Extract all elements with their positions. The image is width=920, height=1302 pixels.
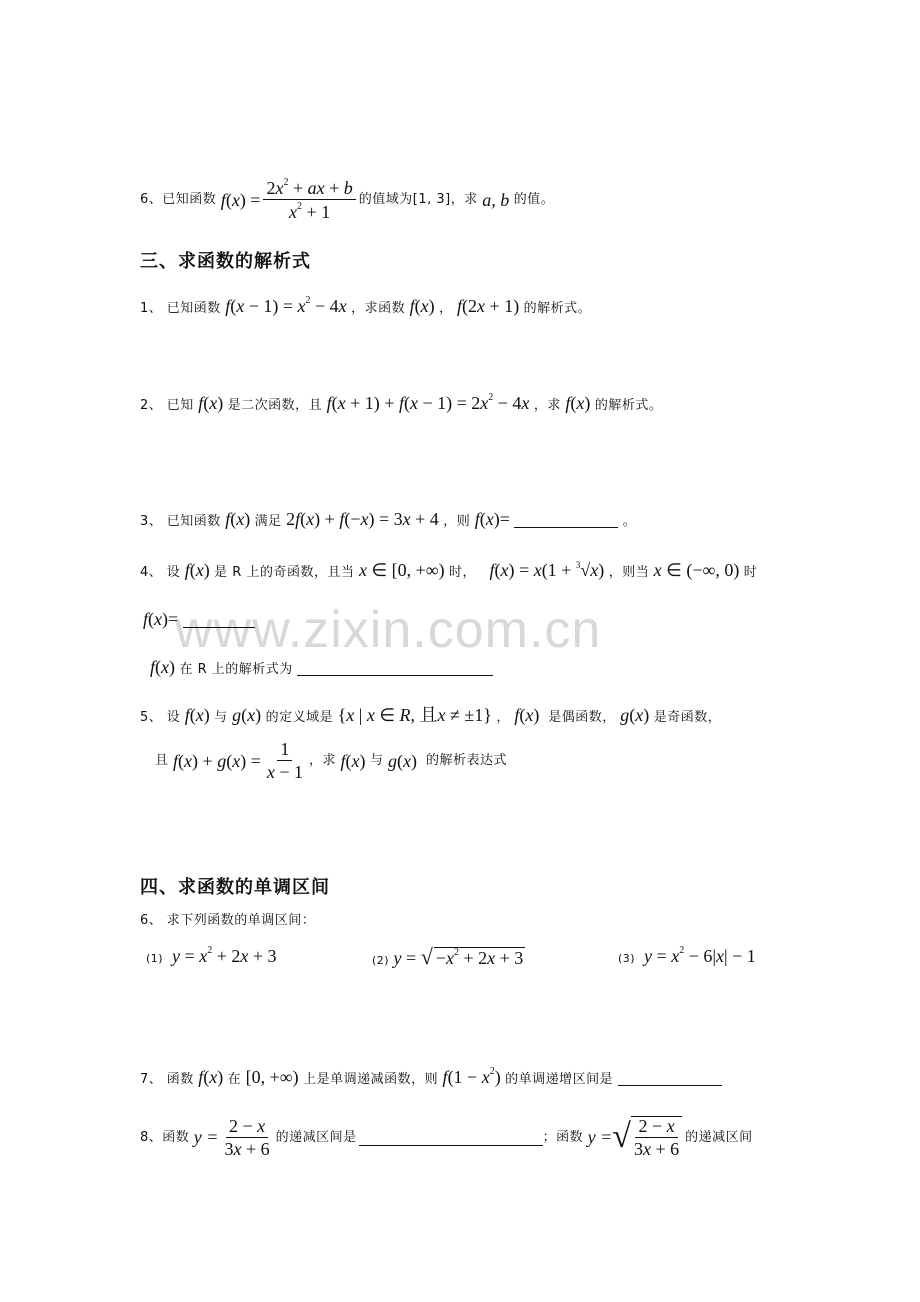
- problem-4: [140, 561, 757, 579]
- section-heading: 四、求函数的单调区间: [140, 877, 330, 898]
- math-expression: $y = x^2 - 6|x| - 1$: [644, 945, 756, 966]
- math-expression: f(x): [198, 1067, 224, 1087]
- question-text: ，则当: [608, 565, 650, 580]
- problem-8: [140, 1116, 753, 1158]
- math-expression: f(x)=: [143, 609, 179, 629]
- math-expression: $y = x^2 + 2x + 3$: [172, 945, 277, 966]
- math-expression: f(x)=: [474, 509, 510, 529]
- math-expression: [0, +∞): [245, 1067, 299, 1087]
- question-text: ，求函数: [351, 301, 406, 316]
- answer-blank[interactable]: [297, 659, 493, 676]
- math-expression: g(x): [232, 705, 262, 725]
- math-expression: f(x) =: [220, 189, 261, 210]
- question-text: 时，: [449, 565, 477, 580]
- fraction: $\frac{2x^2 + ax + b}{x^2 + 1}$: [263, 178, 355, 221]
- problem-6-part-3: [618, 946, 756, 965]
- question-text: 满足: [254, 514, 282, 529]
- math-expression: {x | x ∈ R, 且x ≠ ±1}: [337, 705, 492, 725]
- fraction: $\frac{2 - x}{3x + 6}$: [224, 1115, 270, 1159]
- answer-blank[interactable]: [183, 611, 255, 628]
- math-expression: f(x): [198, 393, 224, 413]
- question-text: 的值域为[1, 3]，求: [358, 192, 478, 207]
- question-text: 的递减区间: [685, 1129, 753, 1145]
- math-expression: y = √ $-x^2 + 2x + 3$: [393, 944, 524, 969]
- math-expression: f(x): [150, 657, 176, 677]
- math-expression: f(x): [184, 560, 210, 580]
- question-text: 的解析表达式: [426, 753, 508, 768]
- question-text: 是偶函数，: [548, 710, 616, 725]
- question-text: 与: [370, 753, 384, 768]
- math-expression: f(x) + g(x) =: [173, 750, 261, 771]
- problem-6-part-1: [146, 946, 277, 965]
- question-text: 已知函数: [162, 192, 217, 207]
- question-number: 7、: [140, 1072, 163, 1087]
- question-number: 5、: [140, 710, 163, 725]
- question-text: 已知: [166, 398, 194, 413]
- question-text: ，: [439, 301, 453, 316]
- math-expression: $f(x + 1) + f(x - 1) = 2x^2 - 4x$: [326, 392, 530, 413]
- problem-3: [140, 510, 636, 528]
- watermark: www.zixin.com.cn: [175, 601, 602, 659]
- question-text: 已知函数: [166, 514, 221, 529]
- problem-1: [140, 296, 591, 315]
- question-text: 的值。: [513, 192, 555, 207]
- problem-4-answer-line-2: [150, 658, 493, 676]
- question-text: 的解析式。: [523, 301, 592, 316]
- question-text: 且: [155, 753, 169, 768]
- part-label: (3): [618, 952, 636, 965]
- section-heading: 三、求函数的解析式: [140, 251, 311, 272]
- math-expression: x ∈ [0, +∞): [358, 560, 445, 580]
- question-text: ，求: [533, 398, 561, 413]
- question-text: 函数: [162, 1129, 190, 1145]
- problem-5: [140, 706, 721, 724]
- math-expression: f(x) = x(1 + $^3$√x): [489, 560, 605, 580]
- question-text: 。: [622, 514, 637, 529]
- math-expression: g(x): [388, 750, 427, 771]
- question-number: 2、: [140, 398, 163, 413]
- question-text: 在: [227, 1072, 242, 1087]
- question-text: 的单调递增区间是: [505, 1072, 614, 1087]
- math-expression: f(x): [225, 509, 251, 529]
- math-expression: a, b: [477, 189, 514, 210]
- math-expression: f(x): [409, 296, 435, 316]
- fraction: $\frac{1}{x - 1}$: [266, 739, 303, 782]
- sqrt-sign: √: [612, 1118, 631, 1155]
- math-expression: f(x): [565, 393, 591, 413]
- question-text: 求下列函数的单调区间：: [166, 913, 316, 928]
- math-expression: g(x): [620, 705, 650, 725]
- question-text: ，: [496, 710, 510, 725]
- question-text: 时: [743, 565, 758, 580]
- math-expression: $f(x - 1) = x^2 - 4x$: [225, 295, 347, 316]
- question-text: 上是单调递减函数，则: [303, 1072, 439, 1087]
- question-text: 是二次函数，且: [227, 398, 323, 413]
- question-text: 函数: [166, 1072, 194, 1087]
- question-number: 6、: [140, 192, 163, 207]
- problem-2: [140, 393, 662, 412]
- math-expression: y =: [583, 1127, 613, 1147]
- answer-blank[interactable]: [618, 1069, 722, 1086]
- question-text: ，求: [309, 753, 337, 768]
- part-label: (1): [146, 952, 164, 965]
- fraction: $\frac{2 - x}{3x + 6}$: [631, 1116, 682, 1158]
- question-number: 1、: [140, 301, 163, 316]
- math-expression: $f(1 - x^2)$: [442, 1066, 501, 1087]
- math-expression: f(x): [340, 750, 371, 771]
- part-label: (2): [372, 954, 390, 967]
- problem-4-answer-line-1: [143, 610, 255, 628]
- question-text: ；函数: [542, 1129, 584, 1145]
- question-number: 4、: [140, 565, 163, 580]
- math-expression: f(2x + 1): [457, 296, 520, 316]
- math-expression: 2f(x) + f(−x) = 3x + 4: [286, 509, 439, 529]
- problem-7: [140, 1067, 722, 1086]
- question-text: 是 R 上的奇函数，且当: [214, 565, 355, 580]
- question-number: 3、: [140, 514, 163, 529]
- question-text: ，则: [443, 514, 471, 529]
- math-expression: f(x): [514, 705, 544, 725]
- question-number: 6、: [140, 913, 163, 928]
- problem-6-part-2: [372, 946, 525, 968]
- question-number: 8、: [140, 1129, 163, 1145]
- question-text: 的定义域是: [265, 710, 334, 725]
- math-expression: y =: [189, 1127, 219, 1147]
- question-text: 已知函数: [166, 301, 221, 316]
- math-expression: x ∈ (−∞, 0): [653, 560, 740, 580]
- question-text: 与: [214, 710, 228, 725]
- problem-6: [140, 913, 315, 927]
- answer-blank[interactable]: [514, 511, 618, 528]
- question-text: 的递减区间是: [275, 1129, 357, 1145]
- question-text: 在 R 上的解析式为: [179, 662, 293, 677]
- question-text: 的解析式。: [594, 398, 663, 413]
- math-expression: f(x): [184, 705, 210, 725]
- question-text: 是奇函数，: [653, 710, 722, 725]
- question-text: 设: [166, 565, 181, 580]
- question-text: 设: [166, 710, 181, 725]
- answer-blank[interactable]: [359, 1129, 543, 1146]
- problem-5-line-2: [155, 740, 507, 781]
- question-6-range: [140, 178, 554, 221]
